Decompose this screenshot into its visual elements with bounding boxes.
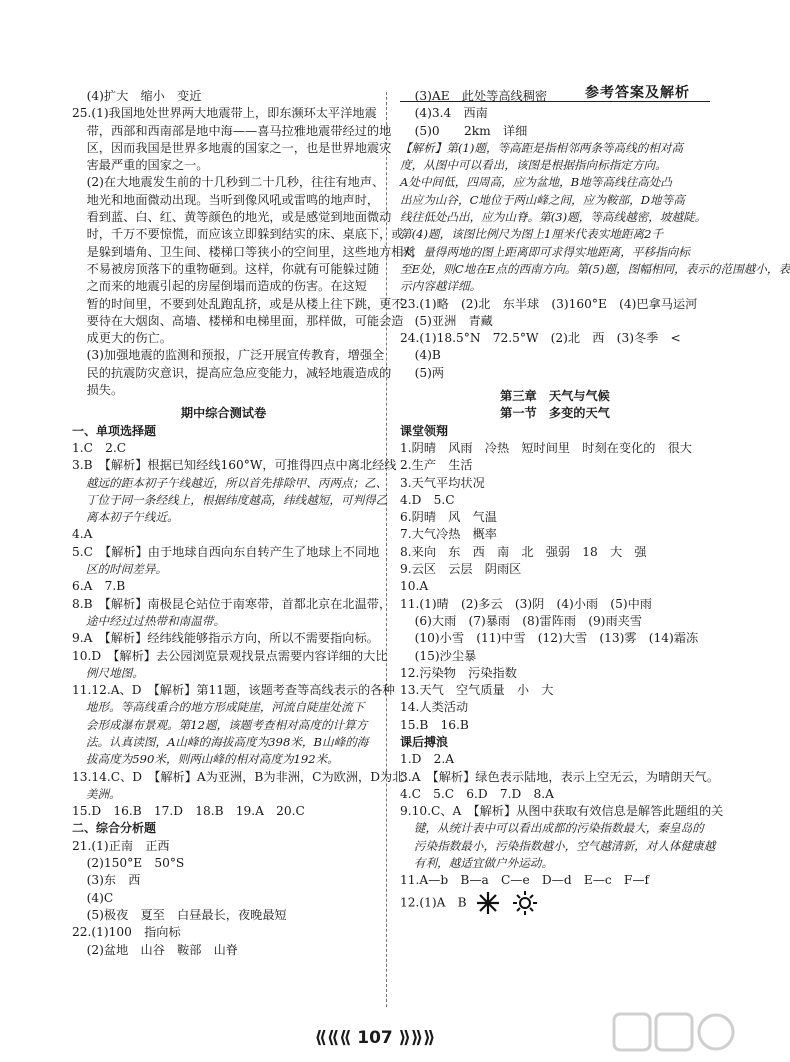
text-line: (4)B — [414, 348, 441, 363]
text-line: 成更大的伤亡。 — [86, 331, 172, 346]
text-line: 示内容越详细。 — [400, 279, 482, 294]
text-line: 6.阴晴 风 气温 — [400, 510, 497, 525]
text-line: 10.A — [400, 579, 429, 594]
text-line: 区，因而我国是世界多地震的国家之一，也是世界地震灾 — [86, 140, 392, 155]
right-column — [400, 88, 790, 916]
text-line: 度，从图中可以看出，该图是根据指向标指定方向。 — [400, 158, 667, 173]
watermark-logo — [612, 1010, 740, 1056]
weather-symbols-icon — [473, 890, 543, 916]
text-line: 23.(1)略 (2)北 东半球 (3)160°E (4)巴拿马运河 — [400, 296, 698, 311]
text-line: 11.A—b B—a C—e D—d E—c F—f — [400, 873, 650, 888]
text-line: 一、单项选择题 — [72, 423, 157, 438]
text-line: 课后搏浪 — [400, 734, 449, 749]
text-line: (3)加强地震的监测和预报，广泛开展宣传教育，增强全 — [86, 348, 385, 363]
text-line: 1.C 2.C — [72, 440, 127, 455]
text-line: 2.生产 生活 — [400, 458, 473, 473]
text-line: 第(4)题，该图比例尺为图上1厘米代表实地距离2千 — [400, 227, 664, 242]
text-line: 出应为山谷，C地位于两山峰之间，应为鞍部，D地等高 — [400, 192, 685, 207]
text-line: 离本初子午线近。 — [85, 510, 179, 525]
text-line: (5)两 — [414, 365, 445, 380]
text-line: 看到蓝、白、红、黄等颜色的地光，或是感觉到地面微动 — [86, 210, 392, 225]
text-line: 键，从统计表中可以看出成都的污染指数最大，秦皇岛的 — [413, 821, 704, 836]
text-line: 8.来向 东 西 南 北 强弱 18 大 强 — [400, 544, 647, 559]
text-line: 线往低处凸出，应为山脊。第(3)题，等高线越密，坡越陡。 — [400, 210, 707, 225]
text-line: 22.(1)100 指向标 — [72, 925, 181, 940]
text-line: (3)东 西 — [86, 873, 141, 888]
text-line: 污染指数最小，污染指数越小，空气越清新，对人体健康越 — [413, 838, 716, 853]
text-line: 第一节 多变的天气 — [500, 406, 610, 421]
text-line: 第三章 天气与气候 — [500, 389, 610, 404]
text-line: (10)小雪 (11)中雪 (12)大雪 (13)雾 (14)霜冻 — [414, 631, 699, 646]
text-line: 5.C 【解析】由于地球自西向东自转产生了地球上不同地 — [72, 544, 380, 559]
text-line: (6)大雨 (7)暴雨 (8)雷阵雨 (9)雨夹雪 — [414, 613, 643, 628]
text-line: (3)AE 此处等高线稠密 — [414, 89, 548, 103]
text-line: 11.(1)晴 (2)多云 (3)阴 (4)小雨 (5)中雨 — [400, 596, 652, 611]
text-line: 拔高度为590米，则两山峰的相对高度为192米。 — [85, 752, 339, 767]
text-line: 【解析】第(1)题，等高距是指相邻两条等高线的相对高 — [400, 140, 684, 155]
text-line: (2)在大地震发生前的十几秒到二十几秒，往往有地声、 — [86, 175, 385, 190]
text-line: (4)3.4 西南 — [414, 106, 488, 121]
text-line: (2)盆地 山谷 鞍部 山脊 — [86, 942, 238, 957]
page-number-value: 107 — [357, 1028, 393, 1048]
text-line: 法。认真读图，A山峰的海拔高度为398米，B山峰的海 — [85, 734, 369, 749]
text-line: 12.(1)A B — [400, 890, 710, 916]
text-line: 9.云区 云层 阴雨区 — [400, 562, 522, 577]
text-line: (2)150°E 50°S — [86, 856, 185, 871]
page-number-right-mark: ⟫⟫⟫ — [392, 1028, 436, 1048]
text-line: 8.B 【解析】南极昆仑站位于南寒带，首都北京在北温带， — [72, 596, 392, 611]
text-line: (5)亚洲 青藏 — [414, 313, 493, 328]
text-line: 米，量得两地的图上距离即可求得实地距离，平移指向标 — [400, 244, 690, 259]
text-line: 会形成瀑布景观。第12题，该题考查相对高度的计算方 — [85, 717, 368, 732]
text-line: 区的时间差异。 — [85, 562, 168, 577]
text-line: 暂的时间里，不要到处乱跑乱挤，或是从楼上往下跳，更不 — [86, 296, 404, 311]
text-line: 不易被房顶落下的重物砸到。这样，你就有可能躲过随 — [86, 261, 380, 276]
text-line: 24.(1)18.5°N 72.5°W (2)北 西 (3)冬季 < — [400, 331, 681, 346]
text-line: (15)沙尘暴 — [414, 648, 477, 663]
text-line: (5)极夜 夏至 白昼最长，夜晚最短 — [86, 907, 287, 922]
text-line: 3.B 【解析】根据已知经线160°W，可推得四点中离北经线 — [72, 458, 397, 473]
text-line: 4.D 5.C — [400, 492, 455, 507]
text-line: 例尺地图。 — [85, 665, 144, 680]
text-line: 25.(1)我国地处世界两大地震带上，即东濒环太平洋地震 — [72, 106, 377, 121]
text-line: 害最严重的国家之一。 — [86, 158, 209, 173]
text-line: 11.12.A、D 【解析】第11题，该题考查等高线表示的各种 — [72, 683, 395, 698]
text-line: 1.D 2.A — [400, 752, 455, 767]
page-number-left-mark: ⟪⟪⟪ — [314, 1028, 358, 1048]
text-line: 3.A 【解析】绿色表示陆地，表示上空无云，为晴朗天气。 — [400, 769, 720, 784]
text-line: A处中间低，四周高，应为盆地，B地等高线往高处凸 — [400, 175, 672, 190]
text-line: 有利，越适宜做户外运动。 — [413, 856, 554, 871]
text-line: 4.C 5.C 6.D 7.D 8.A — [400, 786, 554, 801]
text-line: (4)C — [86, 890, 114, 905]
text-line: 6.A 7.B — [72, 579, 126, 594]
text-line: 时，千万不要惊慌，而应该立即躲到结实的床、桌底下，或 — [86, 227, 404, 242]
text-line: 10.D 【解析】去公园浏览景观找景点需要内容详细的大比 — [72, 648, 388, 663]
text-line: 是躲到墙角、卫生间、楼梯口等狭小的空间里，这些地方相对 — [86, 244, 416, 259]
text-line: 12.污染物 污染指数 — [400, 665, 517, 680]
text-line: 越远的距本初子午线越近，所以首先排除甲、丙两点；乙、 — [85, 475, 388, 490]
text-line: 1.阴晴 风雨 冷热 短时间里 时刻在变化的 很大 — [400, 440, 692, 455]
text-line: 民的抗震防灾意识，提高应急应变能力，减轻地震造成的 — [86, 365, 392, 380]
text-line: 4.A — [72, 527, 93, 542]
text-line: 美洲。 — [85, 786, 121, 801]
text-line: 9.A 【解析】经纬线能够指示方向，所以不需要指向标。 — [72, 631, 379, 646]
text-line: 15.D 16.B 17.D 18.B 19.A 20.C — [72, 804, 305, 819]
text-line: 课堂领翔 — [400, 423, 449, 438]
text-line: 地形。等高线重合的地方形成陡崖，河流自陡崖处流下 — [85, 700, 365, 715]
text-line: 途中经过过热带和南温带。 — [85, 613, 226, 628]
text-line: 要待在大烟囱、高墙、楼梯和电梯里面，那样做，可能会造 — [86, 313, 404, 328]
text-line: 9.10.C、A 【解析】从图中获取有效信息是解答此题组的关 — [400, 804, 724, 819]
text-line: 3.天气平均状况 — [400, 475, 485, 490]
text-line: 13.天气 空气质量 小 大 — [400, 683, 554, 698]
text-line: 至E处，则C地在E点的西南方向。第(5)题，图幅相同，表示的范围越小，表 — [400, 261, 790, 276]
text-line: 期中综合测试卷 — [180, 406, 267, 421]
text-line: (4)扩大 缩小 变近 — [86, 89, 202, 103]
text-line: 7.大气冷热 概率 — [400, 527, 497, 542]
text-line: 丁位于同一条经线上，根据纬度越高，纬线越短，可判得乙 — [85, 492, 388, 507]
text-line: 13.14.C、D 【解析】A为亚洲，B为非洲，C为欧洲，D为北 — [72, 769, 405, 784]
text-line: 损失。 — [86, 383, 124, 398]
text-line: (5)0 2km 详细 — [414, 123, 528, 138]
text-line: 15.B 16.B — [400, 717, 469, 732]
text-line: 带，西部和西南部是地中海——喜马拉雅地震带经过的地 — [86, 123, 392, 138]
text-line: 之而来的地震引起的房屋倒塌而造成的伤害。在这短 — [86, 279, 367, 294]
text-line: 地光和地面微动出现。当听到像风吼或雷鸣的地声时， — [86, 192, 380, 207]
text-line: 二、综合分析题 — [72, 821, 157, 836]
text-line: 14.人类活动 — [400, 700, 469, 715]
text-line: 21.(1)正南 正西 — [72, 838, 170, 853]
header-title: 参考答案及解析 — [585, 85, 690, 101]
